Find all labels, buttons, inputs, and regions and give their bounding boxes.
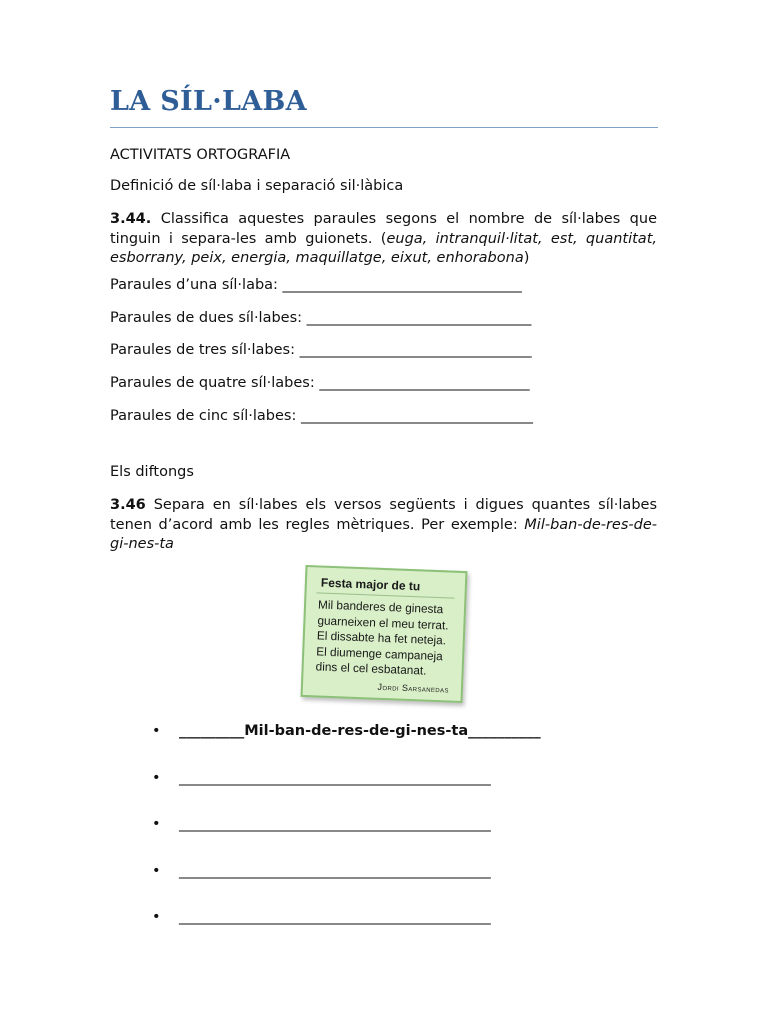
- answer-blank[interactable]: ___________________________________________: [179, 770, 491, 786]
- exercise-number: 3.44.: [110, 211, 152, 227]
- syllable-line-label: Paraules de tres síl·labes:: [110, 342, 300, 358]
- syllable-line-label: Paraules d’una síl·laba:: [110, 277, 283, 293]
- syllable-line: [110, 342, 532, 358]
- exercise-3-46: [110, 496, 657, 555]
- bullet-icon: •: [152, 863, 161, 879]
- page-title: LA SÍL·LABA: [110, 86, 307, 117]
- exercise-3-44: 3.44. Classifica aquestes paraules segons el nombre de síl·labes que tinguin i separa-les amb guionets. (euga, intranquil·litat, est, quantitat, esborrany, peix, energia, maquillatge, eixut, enhorabona): [110, 211, 657, 266]
- section-heading-definition: Definició de síl·laba i separació sil·làbica: [110, 178, 404, 194]
- poem-line: dins el cel esbatanat.: [315, 659, 427, 678]
- bullet-list-item: [152, 723, 541, 739]
- answer-blank[interactable]: ________________________________: [299, 342, 532, 358]
- syllable-line: [110, 375, 530, 391]
- section-heading-diphthongs: Els diftongs: [110, 464, 194, 480]
- bullet-icon: •: [152, 723, 161, 739]
- answer-blank[interactable]: _______________________________: [306, 310, 532, 326]
- exercise-word-list: euga, intranquil·litat, est, quantitat, esborrany, peix, energia, maquillatge, eixut, enhorabona: [110, 230, 657, 266]
- exercise-number: 3.46: [110, 497, 146, 513]
- answer-blank[interactable]: __________: [468, 723, 541, 739]
- answer-blank[interactable]: _________________________________: [282, 277, 522, 293]
- syllable-line: [110, 310, 531, 326]
- subtitle: ACTIVITATS ORTOGRAFIA: [110, 147, 291, 163]
- bullet-icon: •: [152, 816, 161, 832]
- exercise-text: Classifica aquestes paraules segons el nombre de síl·labes que tinguin i separa-les amb guionets. (: [110, 211, 657, 247]
- bullet-list-item: [152, 770, 491, 786]
- poem-author: Jordi Sarsanedas: [377, 681, 450, 695]
- poem-verses: [315, 597, 449, 679]
- answer-blank[interactable]: ___________________________________________: [179, 863, 491, 879]
- bullet-icon: •: [152, 770, 161, 786]
- poem-line: El dissabte ha fet neteja.: [316, 628, 447, 648]
- syllable-line-label: Paraules de quatre síl·labes:: [110, 375, 320, 391]
- syllable-line: [110, 408, 533, 424]
- answer-blank[interactable]: _____________________________: [319, 375, 530, 391]
- bullet-list-item: [152, 863, 491, 879]
- bullet-icon: •: [152, 909, 161, 925]
- answer-blank[interactable]: ___________________________________________: [179, 816, 491, 832]
- poem-title: Festa major de tu: [320, 575, 421, 594]
- bullet-list-item: [152, 909, 491, 925]
- poem-line: Mil banderes de ginesta: [317, 597, 444, 617]
- exercise-example: Mil-ban-de-res-de-gi-nes-ta: [110, 516, 657, 552]
- exercise-text: Separa en síl·labes els versos següents i digues quantes síl·labes tenen d’acord amb les regles mètriques. Per exemple:: [110, 497, 657, 533]
- syllable-line-label: Paraules de cinc síl·labes:: [110, 408, 301, 424]
- example-answer: Mil-ban-de-res-de-gi-nes-ta: [244, 723, 469, 739]
- answer-blank[interactable]: ________________________________: [300, 408, 533, 424]
- poem-line: El diumenge campaneja: [316, 643, 444, 663]
- poem-line: guarneixen el meu terrat.: [317, 612, 449, 632]
- bullet-list-item: [152, 816, 491, 832]
- answer-blank[interactable]: _________: [179, 723, 245, 739]
- syllable-line-label: Paraules de dues síl·labes:: [110, 310, 307, 326]
- title-divider: [110, 127, 658, 128]
- syllable-line: [110, 277, 522, 293]
- poem-card: [301, 565, 468, 703]
- answer-blank[interactable]: ___________________________________________: [179, 909, 491, 925]
